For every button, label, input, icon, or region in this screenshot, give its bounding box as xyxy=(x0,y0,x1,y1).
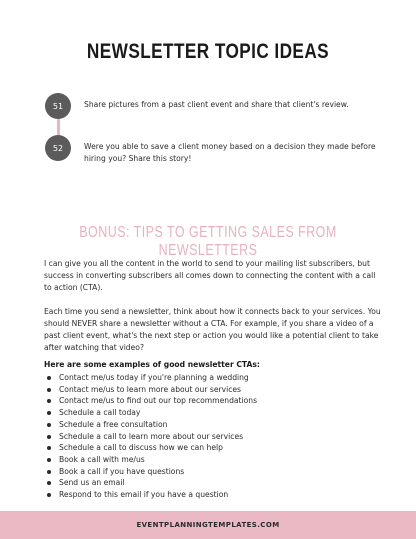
bonus-paragraph-cta: Each time you send a newsletter, think about how it connects back to your services. You should NEVER share a newsletter without a CTA. For example, if you share a video of a past client event, what's the next step or action you would like a potential client to take after watching that video? xyxy=(44,307,381,352)
list-item: Respond to this email if you have a question xyxy=(44,489,257,501)
tip-number-badge: 52 xyxy=(45,135,71,161)
bonus-paragraph-intro: I can give you all the content in the world to send to your mailing list subscribers, but success in converting subscribers all comes down to connecting the content with a call to action (CTA). xyxy=(44,259,376,292)
list-item: Send us an email xyxy=(44,477,257,489)
footer-bar xyxy=(0,511,416,539)
tip-text: Share pictures from a past client event and share that client's review. xyxy=(84,100,349,109)
list-item: Schedule a call to discuss how we can help xyxy=(44,442,257,454)
tip-number-badge: 51 xyxy=(45,93,71,119)
tip-text: Were you able to save a client money based on a decision they made before hiring you? Share this story! xyxy=(84,142,376,163)
cta-examples-heading: Here are some examples of good newsletter CTAs: xyxy=(44,360,260,369)
footer-website-link[interactable]: EVENTPLANNINGTEMPLATES.COM xyxy=(136,521,280,529)
list-item: Contact me/us to learn more about our services xyxy=(44,384,257,396)
list-item: Schedule a call to learn more about our services xyxy=(44,431,257,443)
list-item: Schedule a free consultation xyxy=(44,419,257,431)
cta-examples-list xyxy=(44,372,257,501)
list-item: Contact me/us to find out our top recommendations xyxy=(44,395,257,407)
bonus-heading: BONUS: TIPS TO GETTING SALES FROM NEWSLETTERS xyxy=(79,224,337,259)
list-item: Schedule a call today xyxy=(44,407,257,419)
list-item: Book a call if you have questions xyxy=(44,466,257,478)
page-title: NEWSLETTER TOPIC IDEAS xyxy=(86,40,330,63)
list-item: Contact me/us today if you're planning a wedding xyxy=(44,372,257,384)
list-item: Book a call with me/us xyxy=(44,454,257,466)
